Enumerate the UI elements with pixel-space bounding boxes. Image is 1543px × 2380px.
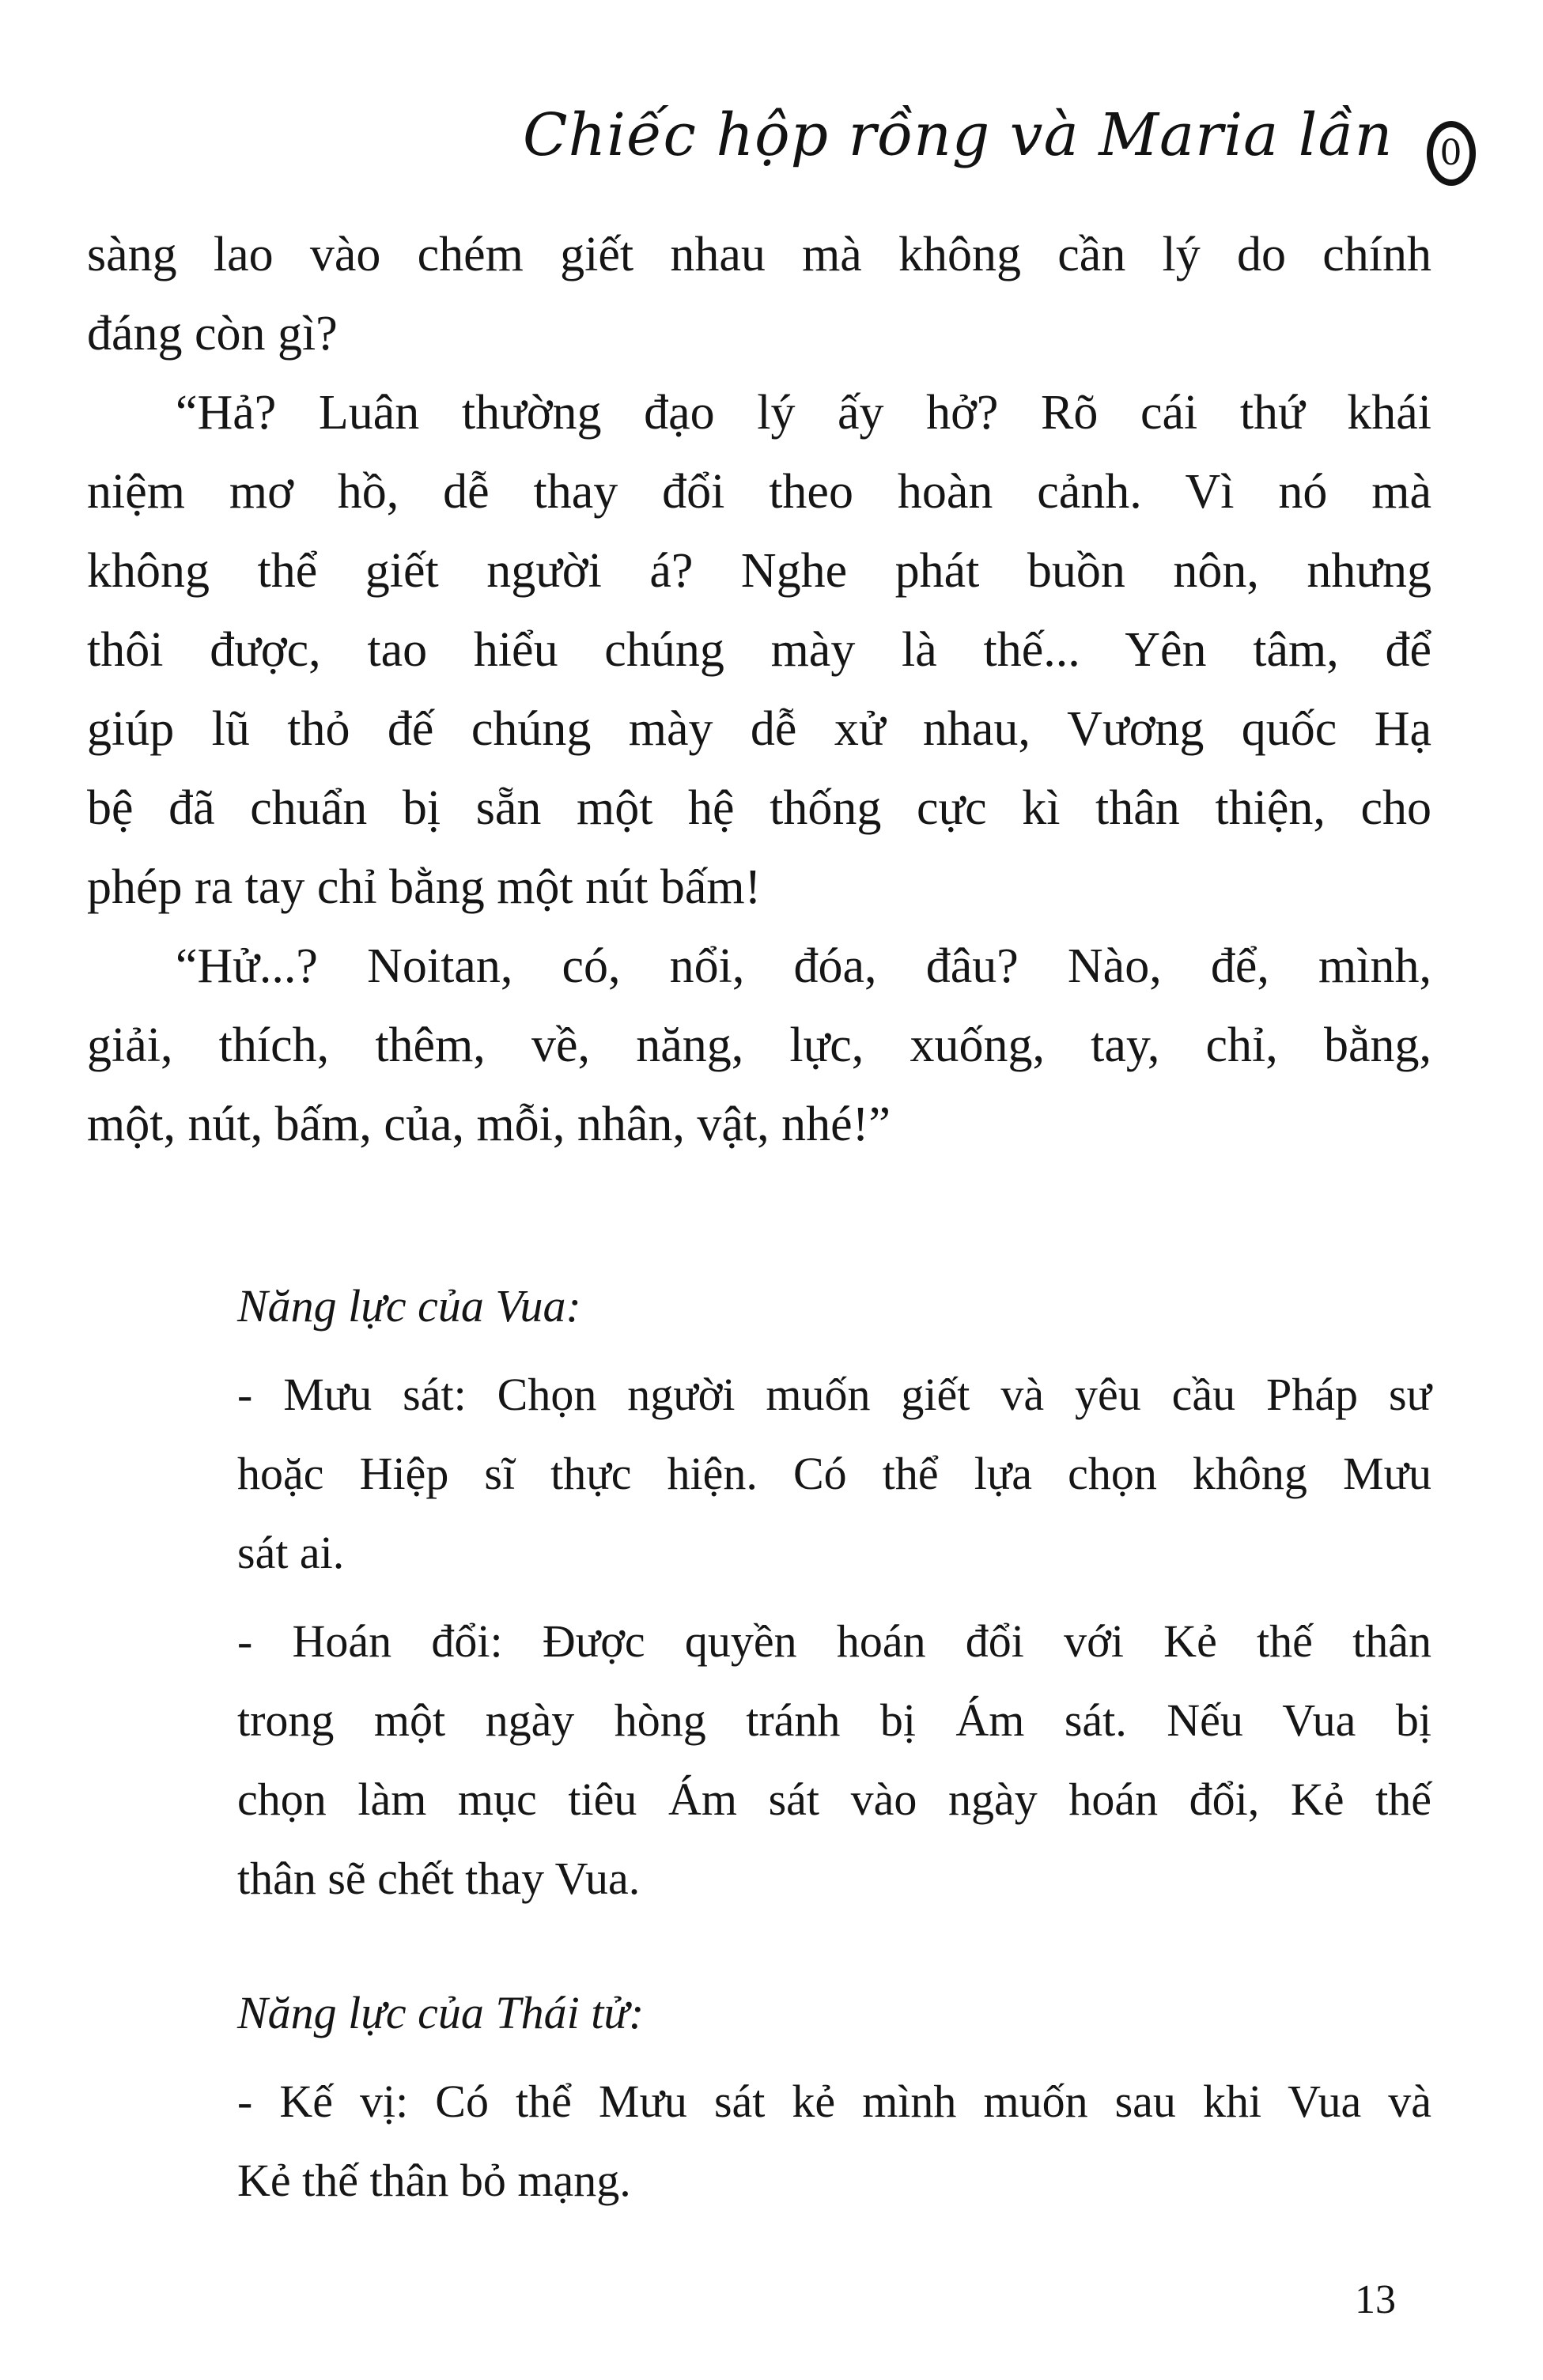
- text-line: hoặc Hiệp sĩ thực hiện. Có thể lựa chọn không Mưu: [237, 1448, 1431, 1499]
- running-head: [523, 101, 1476, 186]
- text-line: thôi được, tao hiểu chúng mày là thế... Yên tâm, để: [87, 623, 1431, 677]
- text-line: trong một ngày hòng tránh bị Ám sát. Nếu Vua bị: [237, 1694, 1431, 1746]
- text-line: “Hử...? Noitan, có, nổi, đóa, đâu? Nào, để, mình,: [176, 939, 1431, 993]
- text-line: “Hả? Luân thường đạo lý ấy hở? Rõ cái thứ khái: [176, 386, 1431, 440]
- ability-item-swap: [237, 1602, 1431, 1918]
- ability-section-king: [237, 1267, 1431, 1918]
- section-heading: Năng lực của Vua:: [237, 1280, 581, 1332]
- text-line: Kẻ thế thân bỏ mạng.: [237, 2155, 631, 2206]
- text-line: - Kế vị: Có thể Mưu sát kẻ mình muốn sau khi Vua và: [237, 2076, 1431, 2127]
- ability-section-crown-prince: [237, 1974, 1431, 2220]
- page-content: [87, 215, 1431, 2220]
- text-line: không thể giết người á? Nghe phát buồn nôn, nhưng: [87, 544, 1431, 598]
- section-heading: Năng lực của Thái tử:: [237, 1987, 645, 2038]
- paragraph-continuation: [87, 215, 1431, 373]
- text-line: giúp lũ thỏ đế chúng mày dễ xử nhau, Vương quốc Hạ: [87, 702, 1431, 756]
- ability-item-assassinate: [237, 1355, 1431, 1592]
- running-head-title: Chiếc hộp rồng và Maria lần: [523, 101, 1394, 169]
- paragraph-dialogue-2: [87, 927, 1431, 1164]
- text-line: sát ai.: [237, 1527, 345, 1578]
- text-line: đáng còn gì?: [87, 307, 338, 361]
- page-number: 13: [1355, 2277, 1396, 2322]
- text-line: - Hoán đổi: Được quyền hoán đổi với Kẻ thế thân: [237, 1615, 1431, 1667]
- ability-item-succession: [237, 2062, 1431, 2220]
- text-line: sàng lao vào chém giết nhau mà không cần lý do chính: [87, 228, 1431, 281]
- text-line: chọn làm mục tiêu Ám sát vào ngày hoán đổi, Kẻ thế: [237, 1774, 1431, 1825]
- text-line: bệ đã chuẩn bị sẵn một hệ thống cực kì thân thiện, cho: [87, 781, 1431, 835]
- text-line: một, nút, bấm, của, mỗi, nhân, vật, nhé!”: [87, 1097, 891, 1151]
- text-line: niệm mơ hồ, dễ thay đổi theo hoàn cảnh. Vì nó mà: [87, 465, 1431, 519]
- text-line: thân sẽ chết thay Vua.: [237, 1853, 641, 1904]
- paragraph-dialogue-1: [87, 373, 1431, 927]
- volume-number-ornament: 0: [1427, 121, 1476, 186]
- text-line: phép ra tay chỉ bằng một nút bấm!: [87, 860, 762, 914]
- text-line: - Mưu sát: Chọn người muốn giết và yêu cầu Pháp sư: [237, 1369, 1431, 1420]
- text-line: giải, thích, thêm, về, năng, lực, xuống, tay, chỉ, bằng,: [87, 1018, 1431, 1072]
